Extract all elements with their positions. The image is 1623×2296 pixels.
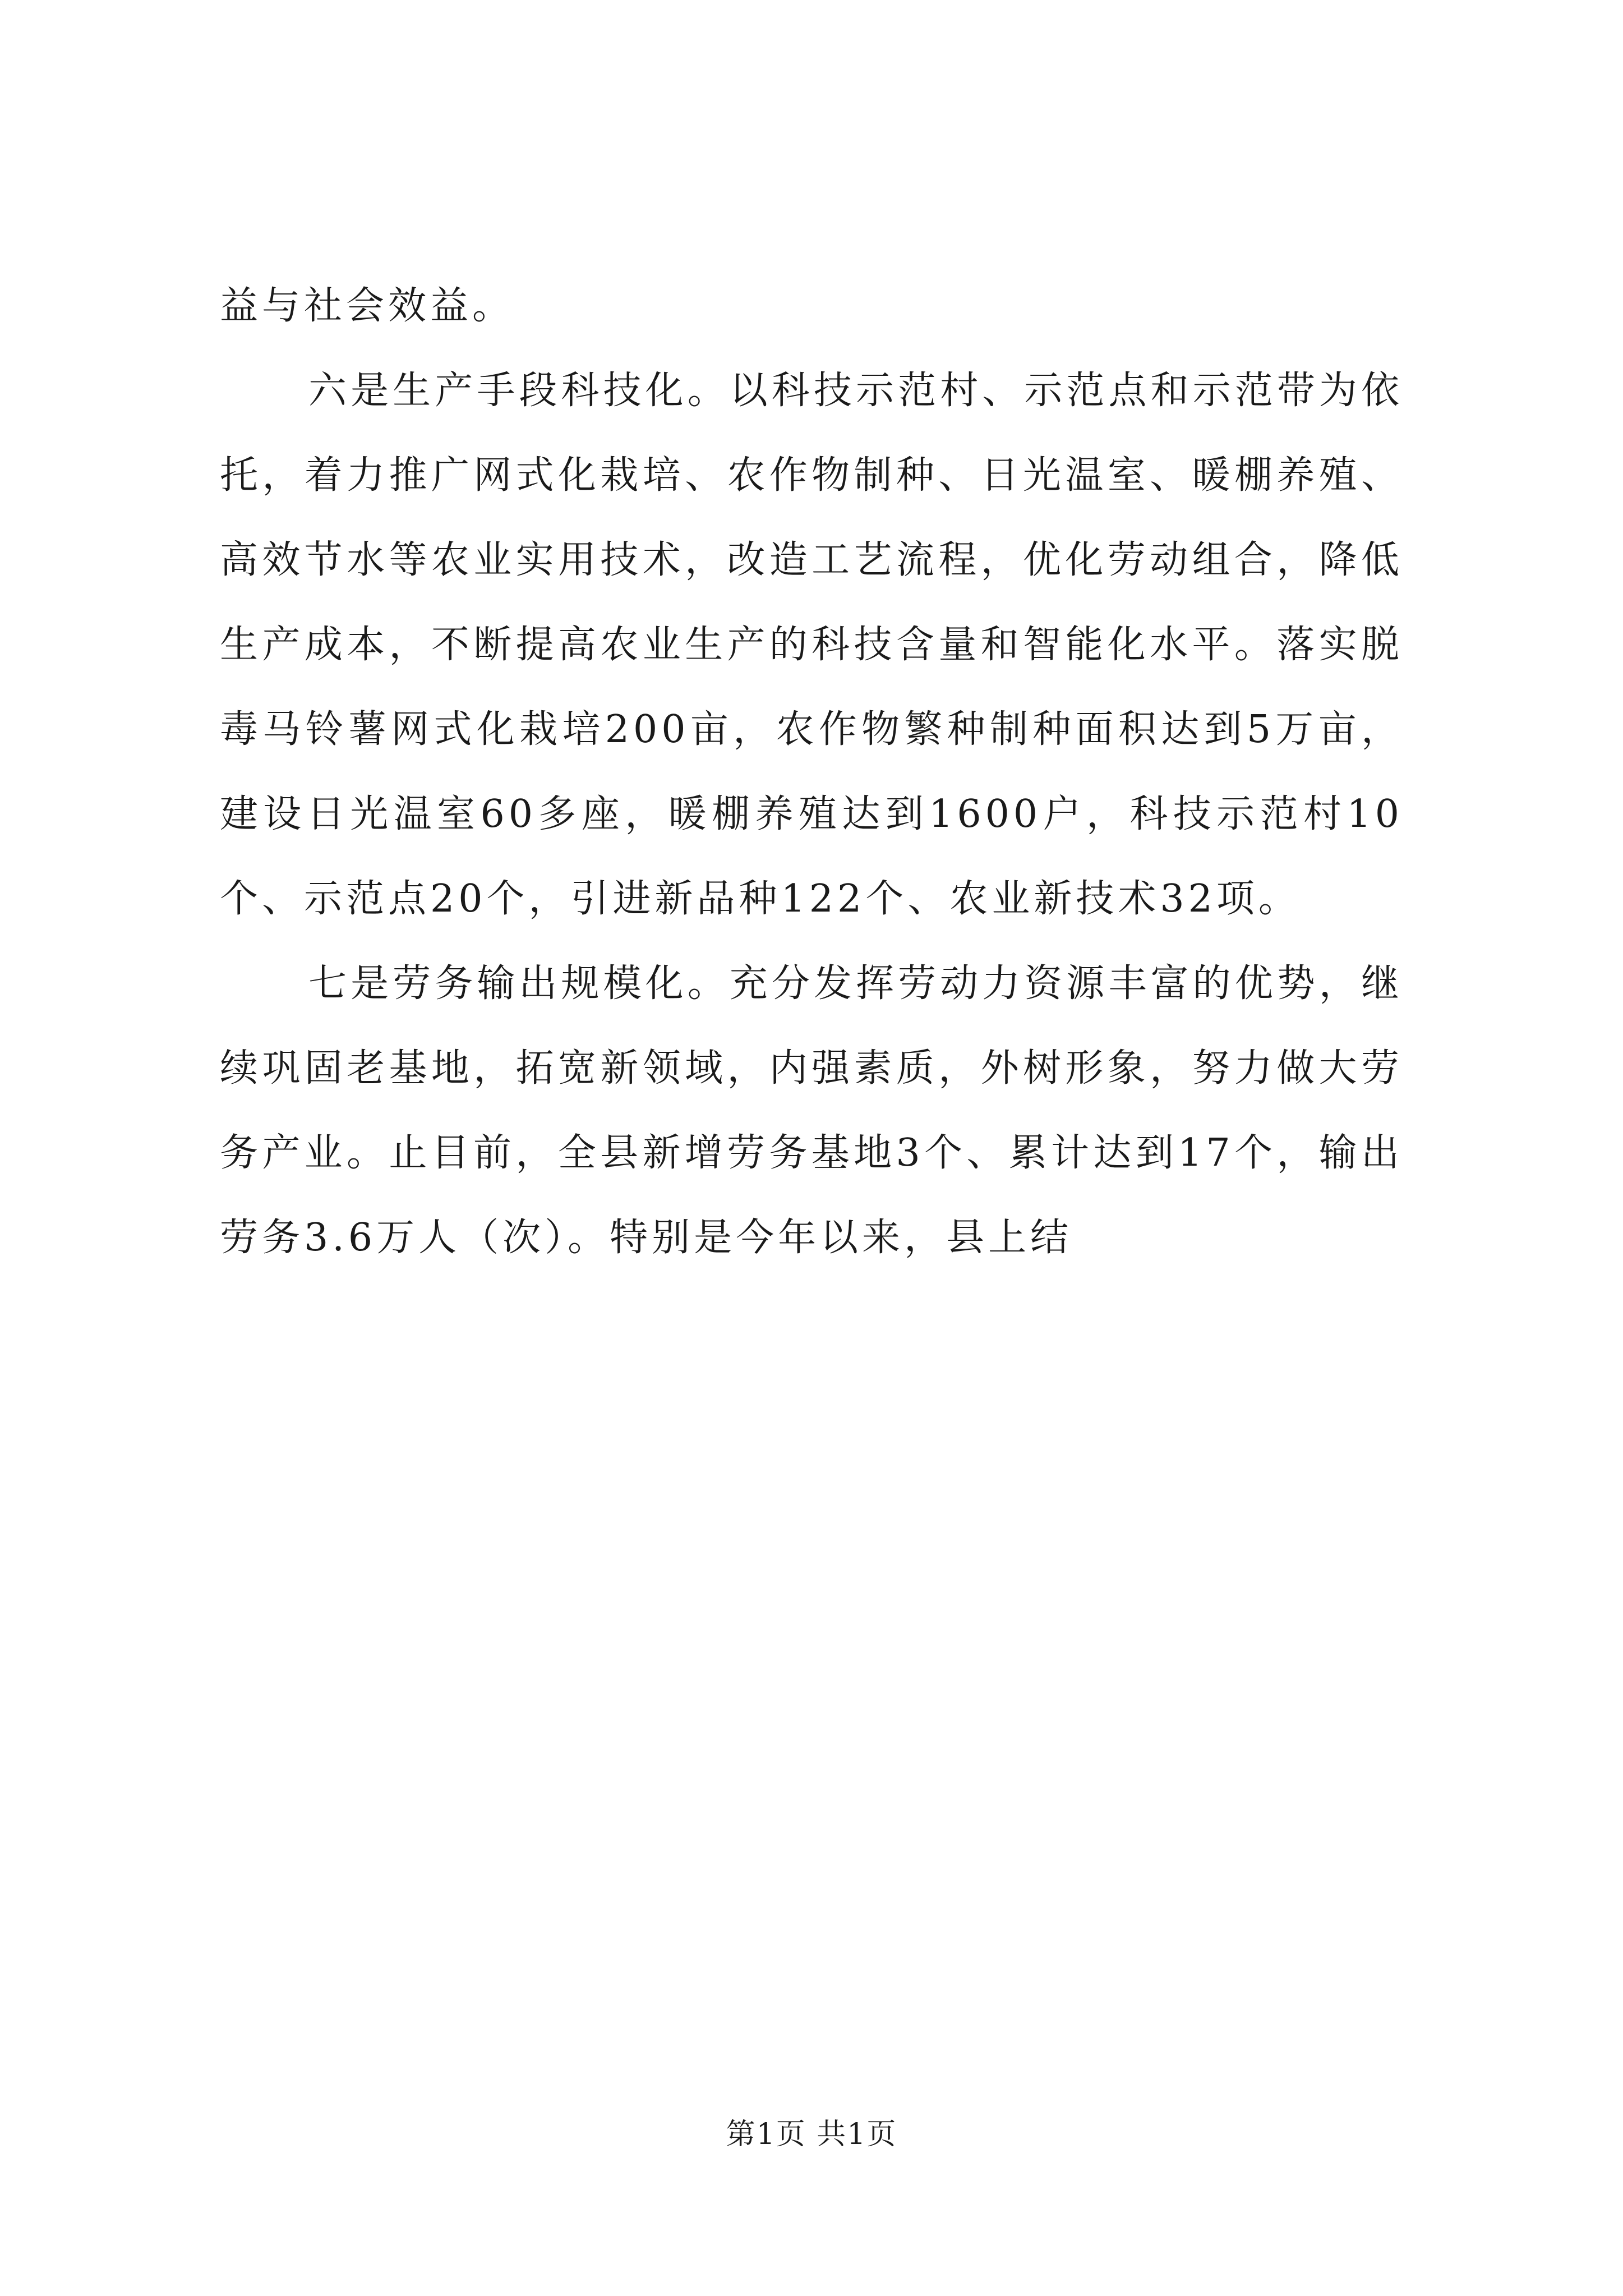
paragraph-continuation: 益与社会效益。 bbox=[220, 284, 515, 328]
document-body bbox=[220, 264, 1403, 1280]
paragraph-six-tech: 六是生产手段科技化。以科技示范村、示范点和示范带为依托，着力推广网式化栽培、农作物制种、日光温室、暖棚养殖、高效节水等农业实用技术，改造工艺流程，优化劳动组合，降低生产成本，不断提高农业生产的科技含量和智能化水平。落实脱毒马铃薯网式化栽培200亩，农作物繁种制种面积达到5万亩，建设日光温室60多座，暖棚养殖达到1600户，科技示范村10个、示范点20个，引进新品种122个、农业新技术32项。 bbox=[220, 369, 1403, 921]
page-footer: 第1页 共1页 bbox=[726, 2118, 897, 2151]
paragraph-seven-labor: 七是劳务输出规模化。充分发挥劳动力资源丰富的优势，继续巩固老基地，拓宽新领域，内强素质，外树形象，努力做大劳务产业。止目前，全县新增劳务基地3个、累计达到17个，输出劳务3.6万人（次）。特别是今年以来，县上结 bbox=[220, 961, 1403, 1260]
